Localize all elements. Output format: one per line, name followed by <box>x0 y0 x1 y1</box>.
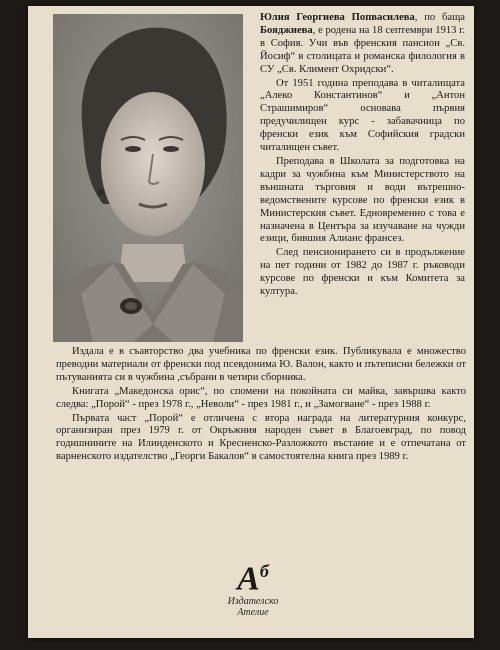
bio-paragraph-school: Преподава в Школата за подготовка на кадри за чужбина към Министерството на външната търговия и води вътрешно-ведомствените курсове по френски език в Министерския съвет. Едновременно с това е назначена в Центъра за изучаване на чужди езици, бившия Алианс франсез. <box>260 155 465 245</box>
intro-connector: , по баща <box>414 12 465 23</box>
monogram-superscript: б <box>259 561 269 581</box>
publications-text <box>56 346 466 464</box>
author-biography <box>260 12 465 299</box>
book-back-cover <box>28 6 474 638</box>
body-paragraph-book: Книгата „Македонска орис“, по спомени на покойната си майка, завършва както следва: „Порой“ - през 1978 г., „Неволи“ - през 1981 г., и „Замогване“ - през 1988 г. <box>56 385 466 410</box>
bio-paragraph-teaching: От 1951 година преподава в читалищата „Алеко Константинов“ и „Антон Страшимиров“ основава първия предучилищен курс - забавачница по френски език към Софийския градски читалищен съвет. <box>260 77 465 154</box>
publisher-name-line2: Ателие <box>237 607 269 619</box>
bio-paragraph-intro <box>260 12 465 77</box>
portrait-illustration <box>53 14 243 342</box>
intro-rest: , е родена на 18 септември 1913 г. в София. Учи във френския пансион „Св. Йосиф“ в столицата и романска филология в СУ „Св. Климент Охридски“. <box>260 24 465 75</box>
publisher-monogram <box>218 554 288 596</box>
publisher-logo <box>218 554 288 624</box>
monogram-letter: А <box>237 560 260 598</box>
body-paragraph-award: Първата част „Порой“ е отличена с втора награда на литературния конкурс, организиран през 1979 г. от Окръжния народен съвет в Благоевград, по повод годишнините на Илинденското и Кресненско-Разложкото въстание и е отпечатана от варненското издателство „Георги Бакалов“ в самостоятелна книга през 1989 г. <box>56 412 466 463</box>
maiden-name: Бояджиева <box>260 24 313 36</box>
body-paragraph-textbooks: Издала е в съавторство два учебника по френски език. Публикувала е множество преводни материали от френски под псевдонима Ю. Валон, както и пътеписни бележки от пътуванията си в чужбина ,събрани в четири сборника. <box>56 346 466 383</box>
bio-paragraph-retirement: След пенсионирането си в продължение на пет години от 1982 до 1987 г. ръководи курсове по френски и към Комитета за култура. <box>260 247 465 298</box>
author-portrait-photo <box>53 14 243 342</box>
author-name: Юлия Георгиева Попвасилева <box>260 12 415 23</box>
publisher-name-line1: Издателско <box>227 596 279 608</box>
